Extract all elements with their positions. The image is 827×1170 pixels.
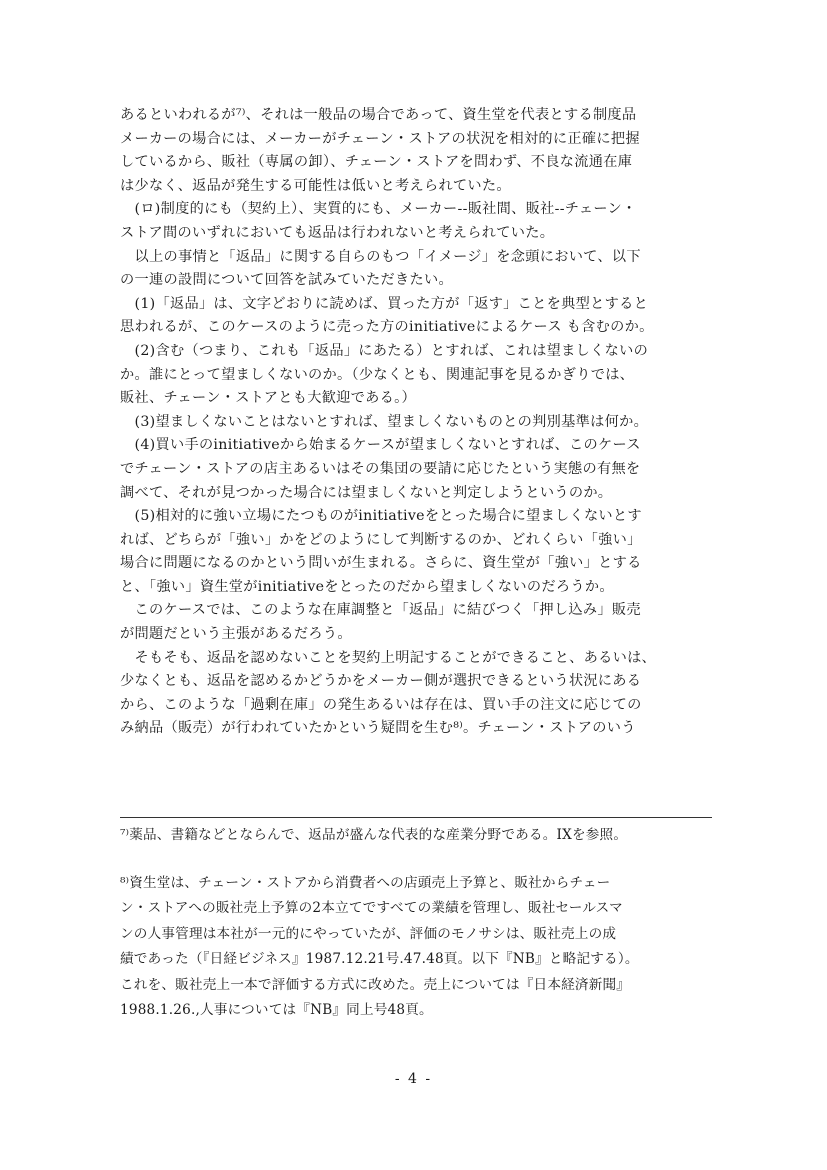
text-line: 少なくとも、返品を認めるかどうかをメーカー側が選択できるという状況にある [120, 673, 642, 690]
text-line: 思われるが、このケースのように売った方のinitiativeによるケース も含むのか。 [120, 319, 654, 336]
text-line: (4)買い手のinitiativeから始まるケースが望ましくないとすれば、このケース [120, 437, 641, 454]
text-line: から、このような「過剰在庫」の発生あるいは存在は、買い手の注文に応じての [120, 696, 642, 713]
footnote-line: ⁷⁾薬品、書籍などとならんで、返品が盛んな代表的な産業分野である。IXを参照。 [120, 827, 628, 843]
text-line: あるといわれるが⁷⁾、それは一般品の場合であって、資生堂を代表とする制度品 [120, 107, 637, 123]
text-line: そもそも、返品を認めないことを契約上明記することができること、あるいは、 [120, 649, 657, 666]
text-line: 販社、チェーン・ストアとも大歓迎である。） [120, 390, 417, 407]
text-line: 場合に問題になるのかという問いが生まれる。さらに、資生堂が「強い」とする [120, 555, 642, 572]
footnote-line: ⁸⁾資生堂は、チェーン・ストアから消費者への店頭売上予算と、販社からチェー [120, 874, 611, 891]
text-line: (2)含む（つまり、これも「返品」にあたる）とすれば、これは望ましくないの [120, 342, 649, 359]
text-line: の一連の設問について回答を試みていただきたい。 [120, 272, 453, 289]
text-line: れば、どちらが「強い」かをどのようにして判断するのか、どれくらい「強い」 [120, 531, 642, 548]
footnote-line: 1988.1.26.,人事については『NB』同上号48頁。 [120, 1002, 433, 1018]
text-line: 調べて、それが見つかった場合には望ましくないと判定しようというのか。 [120, 484, 613, 501]
text-line: (5)相対的に強い立場にたつものがinitiativeをとった場合に望ましくないとす [120, 508, 642, 525]
text-line: が問題だという主張があるだろう。 [120, 626, 352, 643]
text-line: メーカーの場合には、メーカーがチェーン・ストアの状況を相対的に正確に把握 [120, 130, 640, 147]
text-line: は少なく、返品が発生する可能性は低いと考えられていた。 [120, 177, 511, 194]
footnote-line: 績であった（『日経ビジネス』1987.12.21号.47.48頁。以下『NB』と略記する）。 [120, 951, 639, 967]
text-line: み納品（販売）が行われていたかという疑問を生む⁸⁾。チェーン・ストアのいう [120, 720, 636, 737]
footnote-separator [120, 817, 712, 818]
page-number: - 4 - [394, 1071, 433, 1087]
text-line: ストア間のいずれにおいても返品は行われないと考えられていた。 [120, 224, 555, 241]
main-text [120, 104, 720, 741]
text-line: と、「強い」資生堂がinitiativeをとったのだから望ましくないのだろうか。 [120, 578, 614, 595]
text-line: しているから、販社（専属の卸）、チェーン・ストアを問わず、不良な流通在庫 [120, 154, 633, 171]
text-line: このケースでは、このような在庫調整と「返品」に結びつく「押し込み」販売 [120, 602, 641, 619]
text-line: (3)望ましくないことはないとすれば、望ましくないものとの判別基準は何か。 [120, 413, 649, 430]
text-line: でチェーン・ストアの店主あるいはその集団の要請に応じたという実態の有無を [120, 460, 641, 477]
footnote-line: ンの人事管理は本社が一元的にやっていたが、評価のモノサシは、販社売上の成 [120, 925, 617, 942]
footnote-line: ン・ストアへの販社売上予算の2本立てですべての業績を管理し、販社セールスマ [120, 900, 623, 916]
footnote-8 [120, 871, 720, 1024]
text-line: 以上の事情と「返品」に関する自らのもつ「イメージ」を念頭において、以下 [120, 248, 641, 265]
text-line: か。誰にとって望ましくないのか。（少なくとも、関連記事を見るかぎりでは、 [120, 366, 635, 383]
text-line: (ロ)制度的にも（契約上）、実質的にも、メーカー‐‐販社間、販社‐‐チェーン・ [120, 201, 637, 218]
text-line: (1)「返品」は、文字どおりに読めば、買った方が「返す」ことを典型とすると [120, 295, 649, 312]
footnotes [120, 823, 720, 1024]
footnote-line: これを、販社売上一本で評価する方式に改めた。売上については『日本経済新聞』 [120, 976, 631, 993]
footnote-7 [120, 823, 720, 849]
